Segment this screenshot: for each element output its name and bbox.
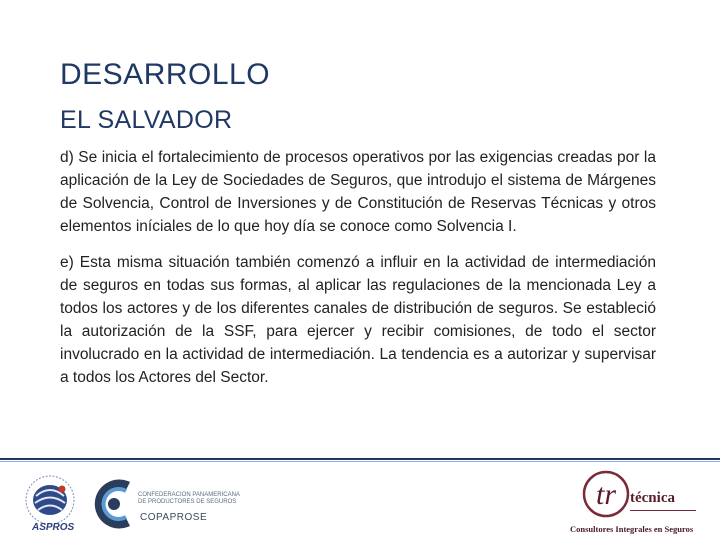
tecnica-tagline: Consultores Integrales en Seguros — [570, 524, 694, 534]
footer-divider — [0, 458, 720, 460]
tecnica-mark: tr — [595, 478, 617, 511]
tecnica-name: técnica — [630, 490, 675, 506]
copaprose-logo — [92, 474, 252, 534]
slide-body — [60, 146, 656, 402]
paragraph-e: e) Esta misma situación también comenzó a influir en la actividad de intermediación de seguros en todas sus formas, al aplicar las regulaciones de la mencionada Ley a todos los actores y de los diferentes canales de distribución de seguros. Se estableció la autorización de la SSF, para ejercer y recibir comisiones, de todo el sector involucrado en la actividad de intermediación. La tendencia es a autorizar y supervisar a todos los Actores del Sector. — [60, 254, 656, 386]
copaprose-name: COPAPROSE — [140, 512, 208, 523]
slide-title: DESARROLLO — [60, 58, 271, 91]
paragraph-d: d) Se inicia el fortalecimiento de procesos operativos por las exigencias creadas por la aplicación de la Ley de Sociedades de Seguros, que introdujo el sistema de Márgenes de Solvencia, Control de Inversiones y de Constitución de Reservas Técnicas y otros elementos iníciales de lo que hoy día se conoce como Solvencia I. — [60, 149, 656, 235]
tecnica-rule — [630, 510, 696, 511]
slide-subtitle: EL SALVADOR — [60, 106, 233, 134]
copaprose-emblem-icon — [92, 476, 136, 532]
aspros-logo — [10, 472, 90, 536]
footer — [0, 462, 720, 540]
aspros-name: ASPROS — [32, 522, 75, 533]
tecnica-logo — [566, 468, 706, 536]
copaprose-org: CONFEDERACION PANAMERICANA DE PRODUCTORES DE SEGUROS — [138, 492, 240, 505]
